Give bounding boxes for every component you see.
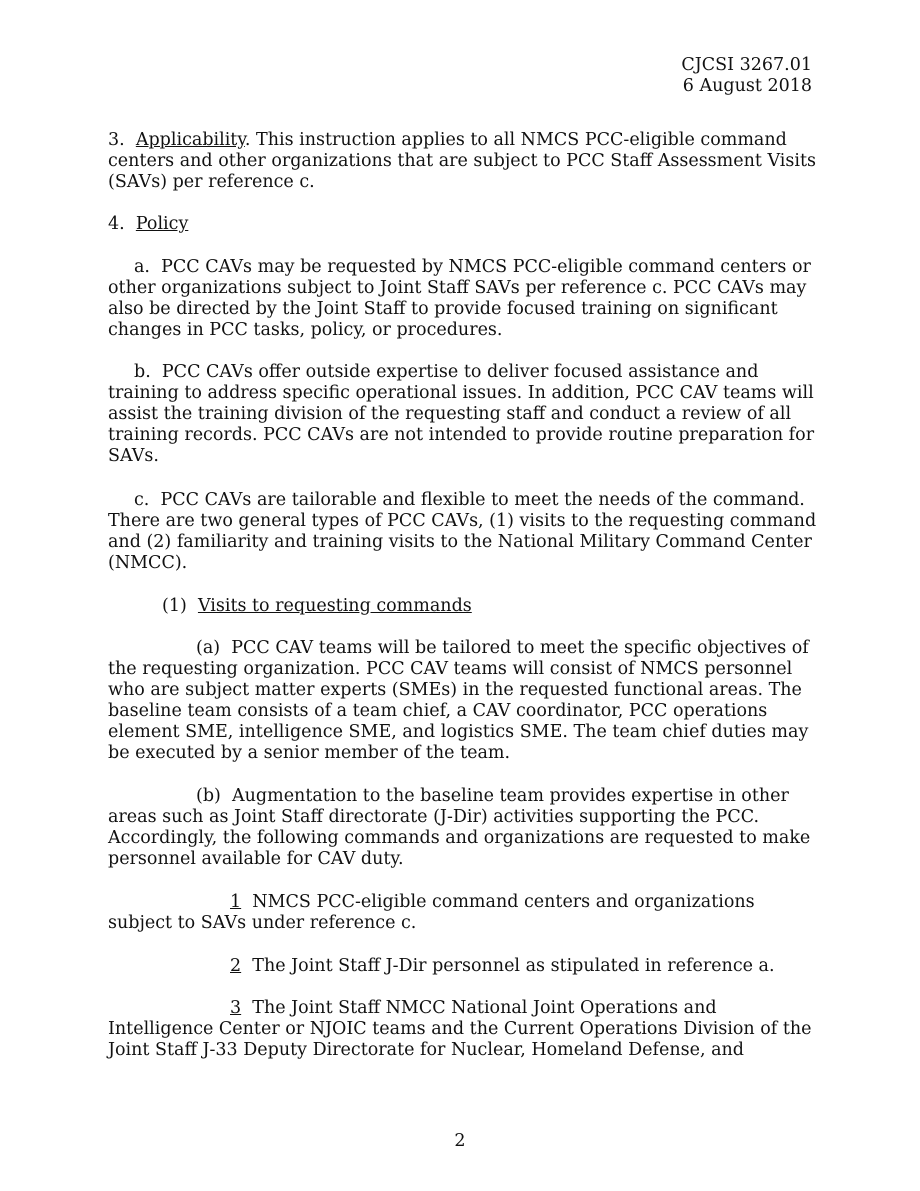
document-id: CJCSI 3267.01	[681, 55, 812, 75]
document-date: 6 August 2018	[682, 76, 812, 96]
section-3-applicability	[108, 130, 818, 193]
list-item-2-text: The Joint Staff J-Dir personnel as stipulated in reference a.	[252, 956, 775, 976]
list-item-3-label: 3	[230, 998, 242, 1018]
subparagraph-c1b-label: (b)	[196, 786, 221, 806]
section-3-text: . This instruction applies to all NMCS PCC-eligible command centers and other organizations that are subject to PCC Staff Assessment Visits (SAVs) per reference c.	[108, 130, 816, 192]
section-4-number: 4.	[108, 214, 125, 234]
subparagraph-c1a-text: PCC CAV teams will be tailored to meet the specific objectives of the requesting organization. PCC CAV teams will consist of NMCS personnel who are subject matter experts (SMEs) in the requested functional areas. The baseline team consists of a team chief, a CAV coordinator, PCC operations element SME, intelligence SME, and logistics SME. The team chief duties may be executed by a senior member of the team.	[108, 638, 809, 763]
document-header	[681, 55, 812, 97]
paragraph-c-label: c.	[134, 490, 150, 510]
policy-paragraph-c	[108, 490, 818, 574]
paragraph-b-label: b.	[134, 362, 151, 382]
list-item-3	[108, 998, 818, 1061]
policy-paragraph-b	[108, 362, 818, 467]
subparagraph-c1a	[108, 638, 818, 764]
subparagraph-c1	[108, 596, 818, 617]
list-item-1	[108, 892, 818, 934]
paragraph-a-label: a.	[134, 257, 150, 277]
section-4-policy	[108, 214, 818, 235]
paragraph-c-text: PCC CAVs are tailorable and flexible to meet the needs of the command. There are two general types of PCC CAVs, (1) visits to the requesting command and (2) familiarity and training visits to the National Military Command Center (NMCC).	[108, 490, 817, 573]
policy-paragraph-a	[108, 257, 818, 341]
section-4-title: Policy	[135, 214, 189, 234]
page-number: 2	[454, 1131, 466, 1151]
list-item-1-label: 1	[230, 892, 242, 912]
subparagraph-c1a-label: (a)	[196, 638, 221, 658]
subparagraph-c1-label: (1)	[162, 596, 187, 616]
list-item-1-text: NMCS PCC-eligible command centers and organizations subject to SAVs under reference c.	[108, 892, 755, 933]
section-3-title: Applicability	[135, 130, 245, 150]
subparagraph-c1b-text: Augmentation to the baseline team provides expertise in other areas such as Joint Staff directorate (J-Dir) activities supporting the PCC. Accordingly, the following commands and organizations are requested to make personnel available for CAV duty.	[108, 786, 811, 869]
section-3-number: 3.	[108, 130, 125, 150]
list-item-3-text: The Joint Staff NMCC National Joint Operations and Intelligence Center or NJOIC teams and the Current Operations Division of the Joint Staff J-33 Deputy Directorate for Nuclear, Homeland Defense, and	[108, 998, 812, 1060]
paragraph-b-text: PCC CAVs offer outside expertise to deliver focused assistance and training to address specific operational issues. In addition, PCC CAV teams will assist the training division of the requesting staff and conduct a review of all training records. PCC CAVs are not intended to provide routine preparation for SAVs.	[108, 362, 815, 466]
subparagraph-c1-title: Visits to requesting commands	[197, 596, 472, 616]
paragraph-a-text: PCC CAVs may be requested by NMCS PCC-eligible command centers or other organizations subject to Joint Staff SAVs per reference c. PCC CAVs may also be directed by the Joint Staff to provide focused training on significant changes in PCC tasks, policy, or procedures.	[108, 257, 811, 340]
subparagraph-c1b	[108, 786, 818, 870]
list-item-2-label: 2	[230, 956, 242, 976]
list-item-2	[108, 956, 818, 977]
